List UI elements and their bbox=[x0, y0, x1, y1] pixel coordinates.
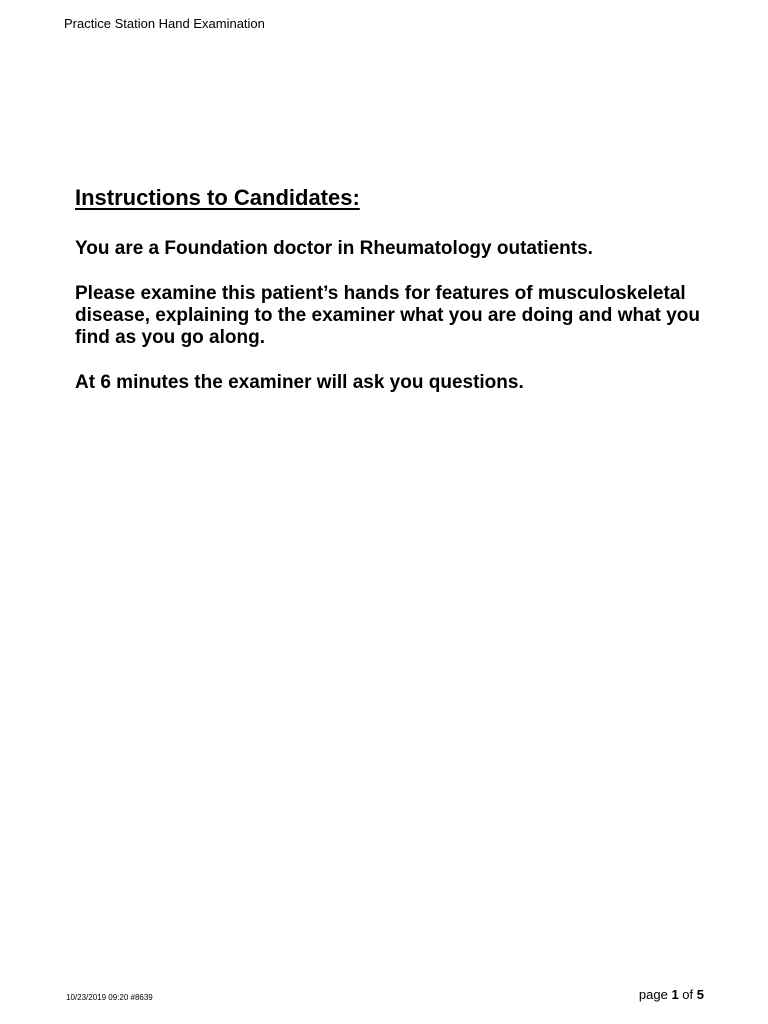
document-body bbox=[75, 183, 715, 394]
paragraph-role: You are a Foundation doctor in Rheumatology outatients. bbox=[75, 238, 593, 259]
paragraph-task: Please examine this patient’s hands for features of musculoskeletal disease, explaining to the examiner what you are doing and what you find as you go along. bbox=[75, 283, 701, 348]
page-number bbox=[639, 987, 704, 1003]
paragraph-timing: At 6 minutes the examiner will ask you questions. bbox=[75, 372, 524, 393]
page-label: page bbox=[638, 987, 668, 1002]
page-of-label: of bbox=[682, 987, 694, 1002]
page-header-title: Practice Station Hand Examination bbox=[64, 16, 265, 31]
instructions-heading: Instructions to Candidates: bbox=[75, 185, 360, 210]
page-total: 5 bbox=[696, 987, 704, 1002]
page-current: 1 bbox=[671, 987, 679, 1002]
footer-timestamp: 10/23/2019 09:20 #8639 bbox=[66, 993, 153, 1002]
